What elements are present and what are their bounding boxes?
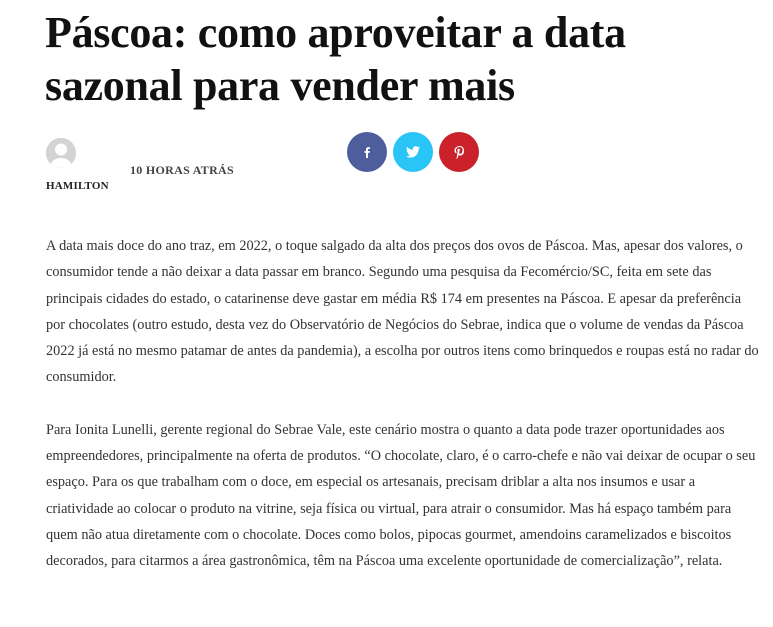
article-title: Páscoa: como aproveitar a data sazonal para vender mais (45, 8, 626, 110)
user-silhouette-icon (46, 138, 76, 168)
article-paragraph: Para Ionita Lunelli, gerente regional do Sebrae Vale, este cenário mostra o quanto a data pode trazer oportunidades aos empreendedores, principalmente na oferta de produtos. “O chocolate, claro, é o carro-chefe e não vai deixar de ocupar o seu espaço. Para os que trabalham com o doce, em especial os artesanais, precisam driblar a alta nos insumos e usar a criatividade ao colocar o produto na vitrine, seja física ou virtual, para atrair o consumidor. Mas há espaço também para quem não atua diretamente com o chocolate. Doces como bolos, pipocas gourmet, amendoins caramelizados e biscoitos decorados, para citarmos a área gastronômica, têm na Páscoa uma excelente oportunidade de comercialização”, relata. (46, 421, 756, 570)
publish-time: 10 HORAS ATRÁS (130, 163, 234, 177)
facebook-icon (361, 146, 373, 158)
pinterest-share-button[interactable] (439, 132, 479, 172)
author-name[interactable]: HAMILTON (46, 180, 109, 192)
article-body (46, 233, 761, 601)
twitter-icon (406, 146, 420, 158)
twitter-share-button[interactable] (393, 132, 433, 172)
author-avatar[interactable] (46, 138, 76, 168)
article-paragraph: A data mais doce do ano traz, em 2022, o toque salgado da alta dos preços dos ovos de Páscoa. Mas, apesar dos valores, o consumidor tende a não deixar a data passar em branco. Segundo uma pesquisa da Fecomércio/SC, feita em sete das principais cidades do estado, o catarinense deve gastar em média R$ 174 em presentes na Páscoa. E apesar da preferência por chocolates (outro estudo, desta vez do Observatório de Negócios do Sebrae, indica que o volume de vendas da Páscoa 2022 já está no mesmo patamar de antes da pandemia), a escolha por outros itens como brinquedos e roupas está no radar do consumidor. (46, 238, 759, 386)
pinterest-icon (454, 146, 465, 159)
facebook-share-button[interactable] (347, 132, 387, 172)
